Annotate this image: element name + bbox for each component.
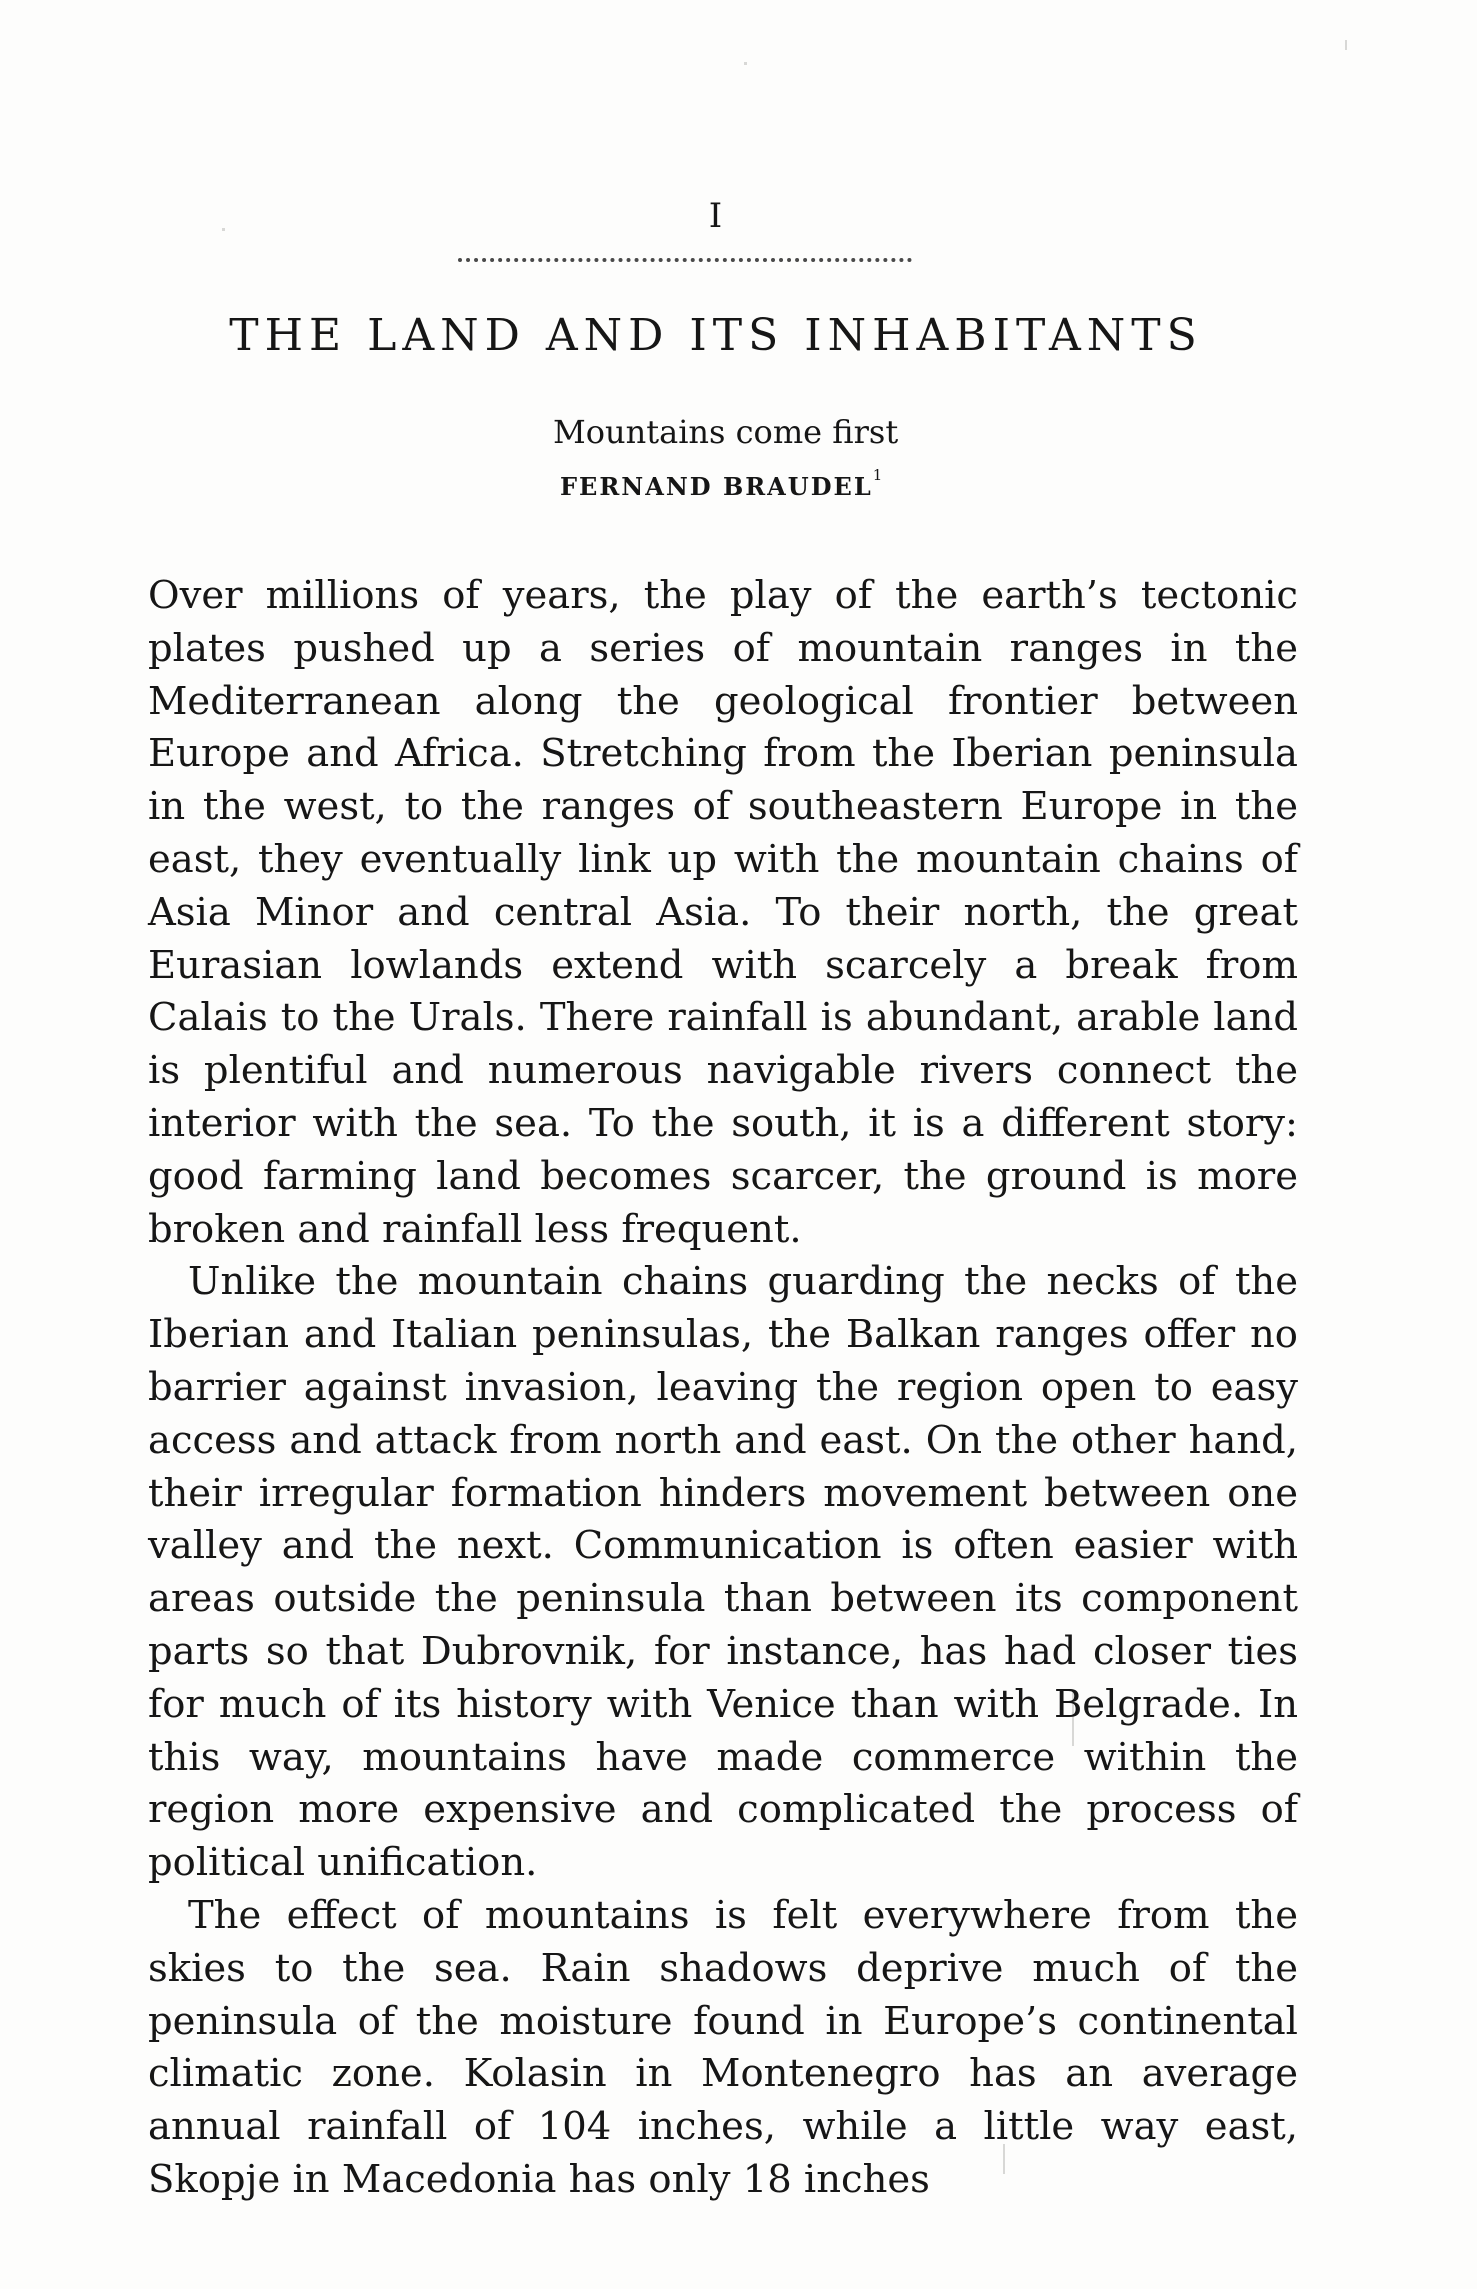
chapter-title: THE LAND AND ITS INHABITANTS <box>229 310 1203 361</box>
paragraph-2: Unlike the mountain chains guarding the necks of the Iberian and Italian peninsulas, the Balkan ranges offer no barrier against invasion, leaving the region open to easy access and attack from north and east. On the other hand, their irregular formation hinders movement between one valley and the next. Communication is often easier with areas outside the peninsula than between its component parts so that Dubrovnik, for instance, has had closer ties for much of its history with Venice than with Belgrade. In this way, mountains have made commerce within the region more expensive and complicated the process of political unification. <box>148 1259 1298 1886</box>
epigraph-attribution <box>560 466 882 502</box>
paragraph-1: Over millions of years, the play of the earth’s tectonic plates pushed up a series of mountain ranges in the Mediterranean along the geological frontier between Europe and Africa. Stretching from the Iberian peninsula in the west, to the ranges of southeastern Europe in the east, they eventually link up with the mountain chains of Asia Minor and central Asia. To their north, the great Eurasian lowlands extend with scarcely a break from Calais to the Urals. There rainfall is abundant, arable land is plentiful and numerous navigable rivers connect the interior with the sea. To the south, it is a different story: good farming land becomes scarcer, the ground is more broken and rainfall less frequent. <box>148 573 1298 1252</box>
dotted-divider <box>458 258 912 262</box>
epigraph-quote: Mountains come first <box>553 413 899 451</box>
scan-speck <box>744 62 747 65</box>
footnote-marker: 1 <box>872 466 883 484</box>
chapter-number: I <box>708 196 724 236</box>
scan-speck <box>1345 40 1347 50</box>
body-text <box>148 570 1298 2207</box>
epigraph-author-name: FERNAND BRAUDEL <box>560 472 873 501</box>
paragraph-3: The effect of mountains is felt everywhere from the skies to the sea. Rain shadows deprive much of the peninsula of the moisture found in Europe’s continental climatic zone. Kolasin in Montenegro has an average annual rainfall of 104 inches, while a little way east, Skopje in Macedonia has only 18 inches <box>148 1892 1298 2202</box>
